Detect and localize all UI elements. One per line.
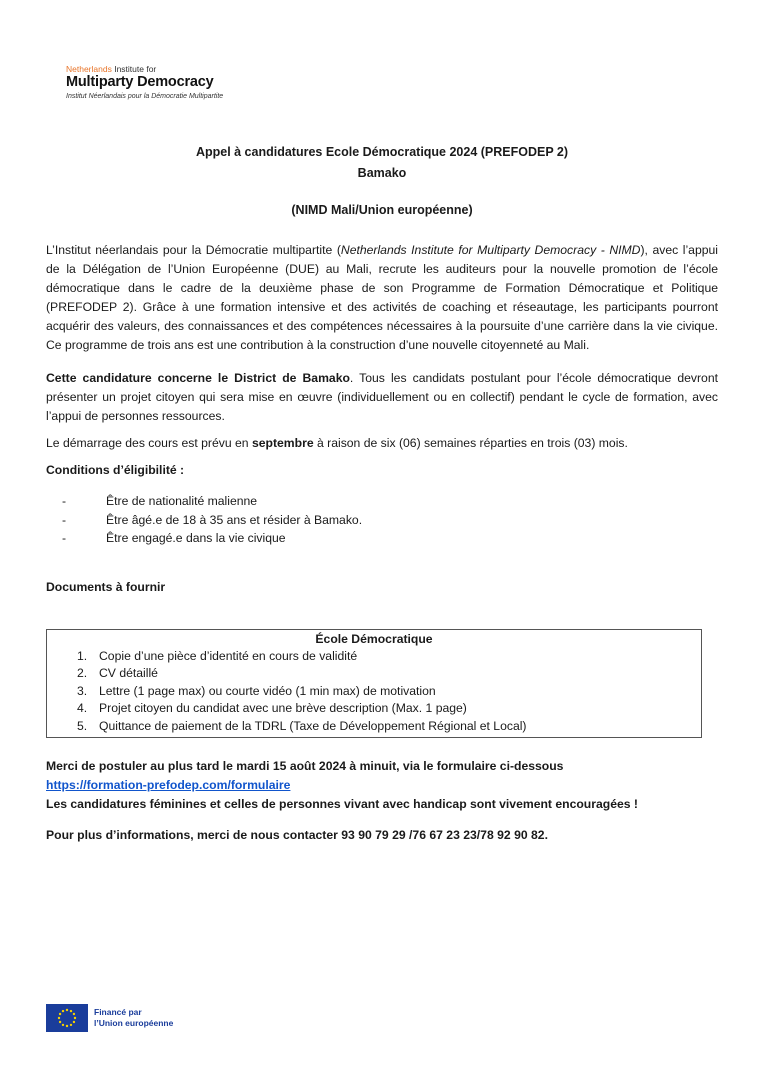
list-item: [47, 683, 701, 701]
page-title: Appel à candidatures Ecole Démocratique 2024 (PREFODEP 2): [195, 145, 569, 159]
logo-main-text: Multiparty Democracy: [66, 74, 214, 90]
page-city: Bamako: [357, 166, 407, 180]
document-item-text: Projet citoyen du candidat avec une brève description (Max. 1 page): [99, 701, 467, 715]
eu-star-icon: [58, 1017, 60, 1019]
intro-paragraph: [46, 241, 718, 355]
schedule-before: Le démarrage des cours est prévu en: [46, 436, 252, 450]
document-item-text: Quittance de paiement de la TDRL (Taxe de Développement Régional et Local): [99, 718, 527, 733]
eligibility-heading: Conditions d’éligibilité :: [46, 463, 185, 477]
document-item-text: CV détaillé: [99, 666, 158, 680]
schedule-after: à raison de six (06) semaines réparties en trois (03) mois.: [313, 436, 628, 450]
list-item: [47, 700, 701, 718]
eu-star-icon: [70, 1024, 72, 1026]
documents-box: [46, 629, 702, 739]
eu-star-icon: [59, 1021, 61, 1023]
intro-part1: L’Institut néerlandais pour la Démocratie multipartite (: [46, 243, 341, 257]
page-subtitle: (NIMD Mali/Union européenne): [291, 203, 473, 217]
schedule-month: septembre: [251, 436, 314, 450]
schedule-paragraph: [46, 434, 718, 453]
item-number: 5.: [77, 718, 88, 733]
nimd-logo: [66, 64, 223, 102]
item-number: 4.: [77, 701, 88, 715]
eu-funding-text: [94, 1007, 173, 1029]
eu-star-icon: [59, 1013, 61, 1015]
item-number: 2.: [77, 666, 88, 680]
dash-marker: -: [62, 494, 67, 508]
list-item: [47, 665, 701, 683]
district-paragraph: [46, 369, 718, 426]
contact-text: Pour plus d’informations, merci de nous contacter 93 90 79 29 /76 67 23 23/78 92 90 82.: [46, 828, 548, 842]
logo-institute-for: Institute for: [111, 64, 157, 74]
eu-flag-icon: [46, 1004, 88, 1032]
eligibility-list: [46, 492, 718, 548]
eu-star-icon: [62, 1010, 64, 1012]
eu-star-icon: [73, 1013, 75, 1015]
title-block: [46, 142, 718, 184]
eu-funded-by: Financé par: [94, 1007, 142, 1017]
document-item-text: Copie d’une pièce d’identité en cours de validité: [99, 648, 358, 663]
item-number: 3.: [77, 683, 88, 698]
district-bold: Cette candidature concerne le District de Bamako: [46, 371, 350, 385]
documents-box-title: École Démocratique: [315, 631, 433, 646]
intro-part2: ), avec l’appui de la Délégation de l’Union Européenne (DUE) au Mali, recrute les auditeurs pour la nouvelle promotion de l’école démocratique dans le cadre de la deuxième phase de son Programme de Formation Démocratique et Politique (PREFODEP 2). Grâce à une formation intensive et des activités de coaching et réseautage, les participants pourront acquérir des valeurs, des connaissances et des compétences nécessaires à la poursuite d’une carrière dans la vie civique. Ce programme de trois ans est une contribution à la construction d’une nouvelle citoyenneté au Mali.: [46, 243, 718, 352]
documents-heading: Documents à fournir: [46, 579, 166, 594]
district-rest: . Tous les candidats postulant pour l’école démocratique devront présenter un projet citoyen qui sera mise en œuvre (individuellement ou en collectif) pendant le cycle de formation, avec l’appui de personnes ressources.: [46, 371, 718, 423]
list-item: [47, 648, 701, 666]
documents-list: [47, 648, 701, 736]
eu-star-icon: [70, 1010, 72, 1012]
document-item-text: Lettre (1 page max) ou courte vidéo (1 min max) de motivation: [99, 683, 436, 698]
eu-star-icon: [66, 1025, 68, 1027]
eligibility-item-text: Être engagé.e dans la vie civique: [106, 531, 286, 545]
list-item: [62, 492, 718, 511]
closing-block: [46, 757, 718, 814]
document-body: [46, 142, 718, 845]
logo-top-line: [66, 64, 223, 74]
application-form-link[interactable]: https://formation-prefodep.com/formulaire: [46, 778, 291, 792]
logo-netherlands: Netherlands: [66, 64, 112, 74]
dash-marker: -: [62, 512, 67, 527]
list-item: [62, 511, 718, 530]
eu-star-icon: [62, 1024, 64, 1026]
eu-star-icon: [66, 1009, 68, 1011]
eu-star-icon: [73, 1021, 75, 1023]
intro-italic: Netherlands Institute for Multiparty Democracy - NIMD: [340, 243, 641, 257]
eligibility-item-text: Être âgé.e de 18 à 35 ans et résider à Bamako.: [106, 512, 363, 527]
eu-star-icon: [74, 1017, 76, 1019]
list-item: [62, 529, 718, 548]
item-number: 1.: [77, 648, 88, 663]
eligibility-item-text: Être de nationalité malienne: [106, 494, 258, 508]
logo-subtitle: Institut Néerlandais pour la Démocratie Multipartite: [66, 93, 224, 100]
deadline-text: Merci de postuler au plus tard le mardi 15 août 2024 à minuit, via le formulaire ci-dessous: [46, 759, 564, 773]
encouragement-text: Les candidatures féminines et celles de personnes vivant avec handicap sont vivement encouragées !: [46, 797, 638, 811]
eu-funding-logo: [46, 1004, 173, 1032]
list-item: [47, 718, 701, 736]
eu-stars-icon: [55, 1006, 79, 1030]
eu-union-name: l’Union européenne: [94, 1018, 174, 1028]
dash-marker: -: [62, 531, 67, 545]
